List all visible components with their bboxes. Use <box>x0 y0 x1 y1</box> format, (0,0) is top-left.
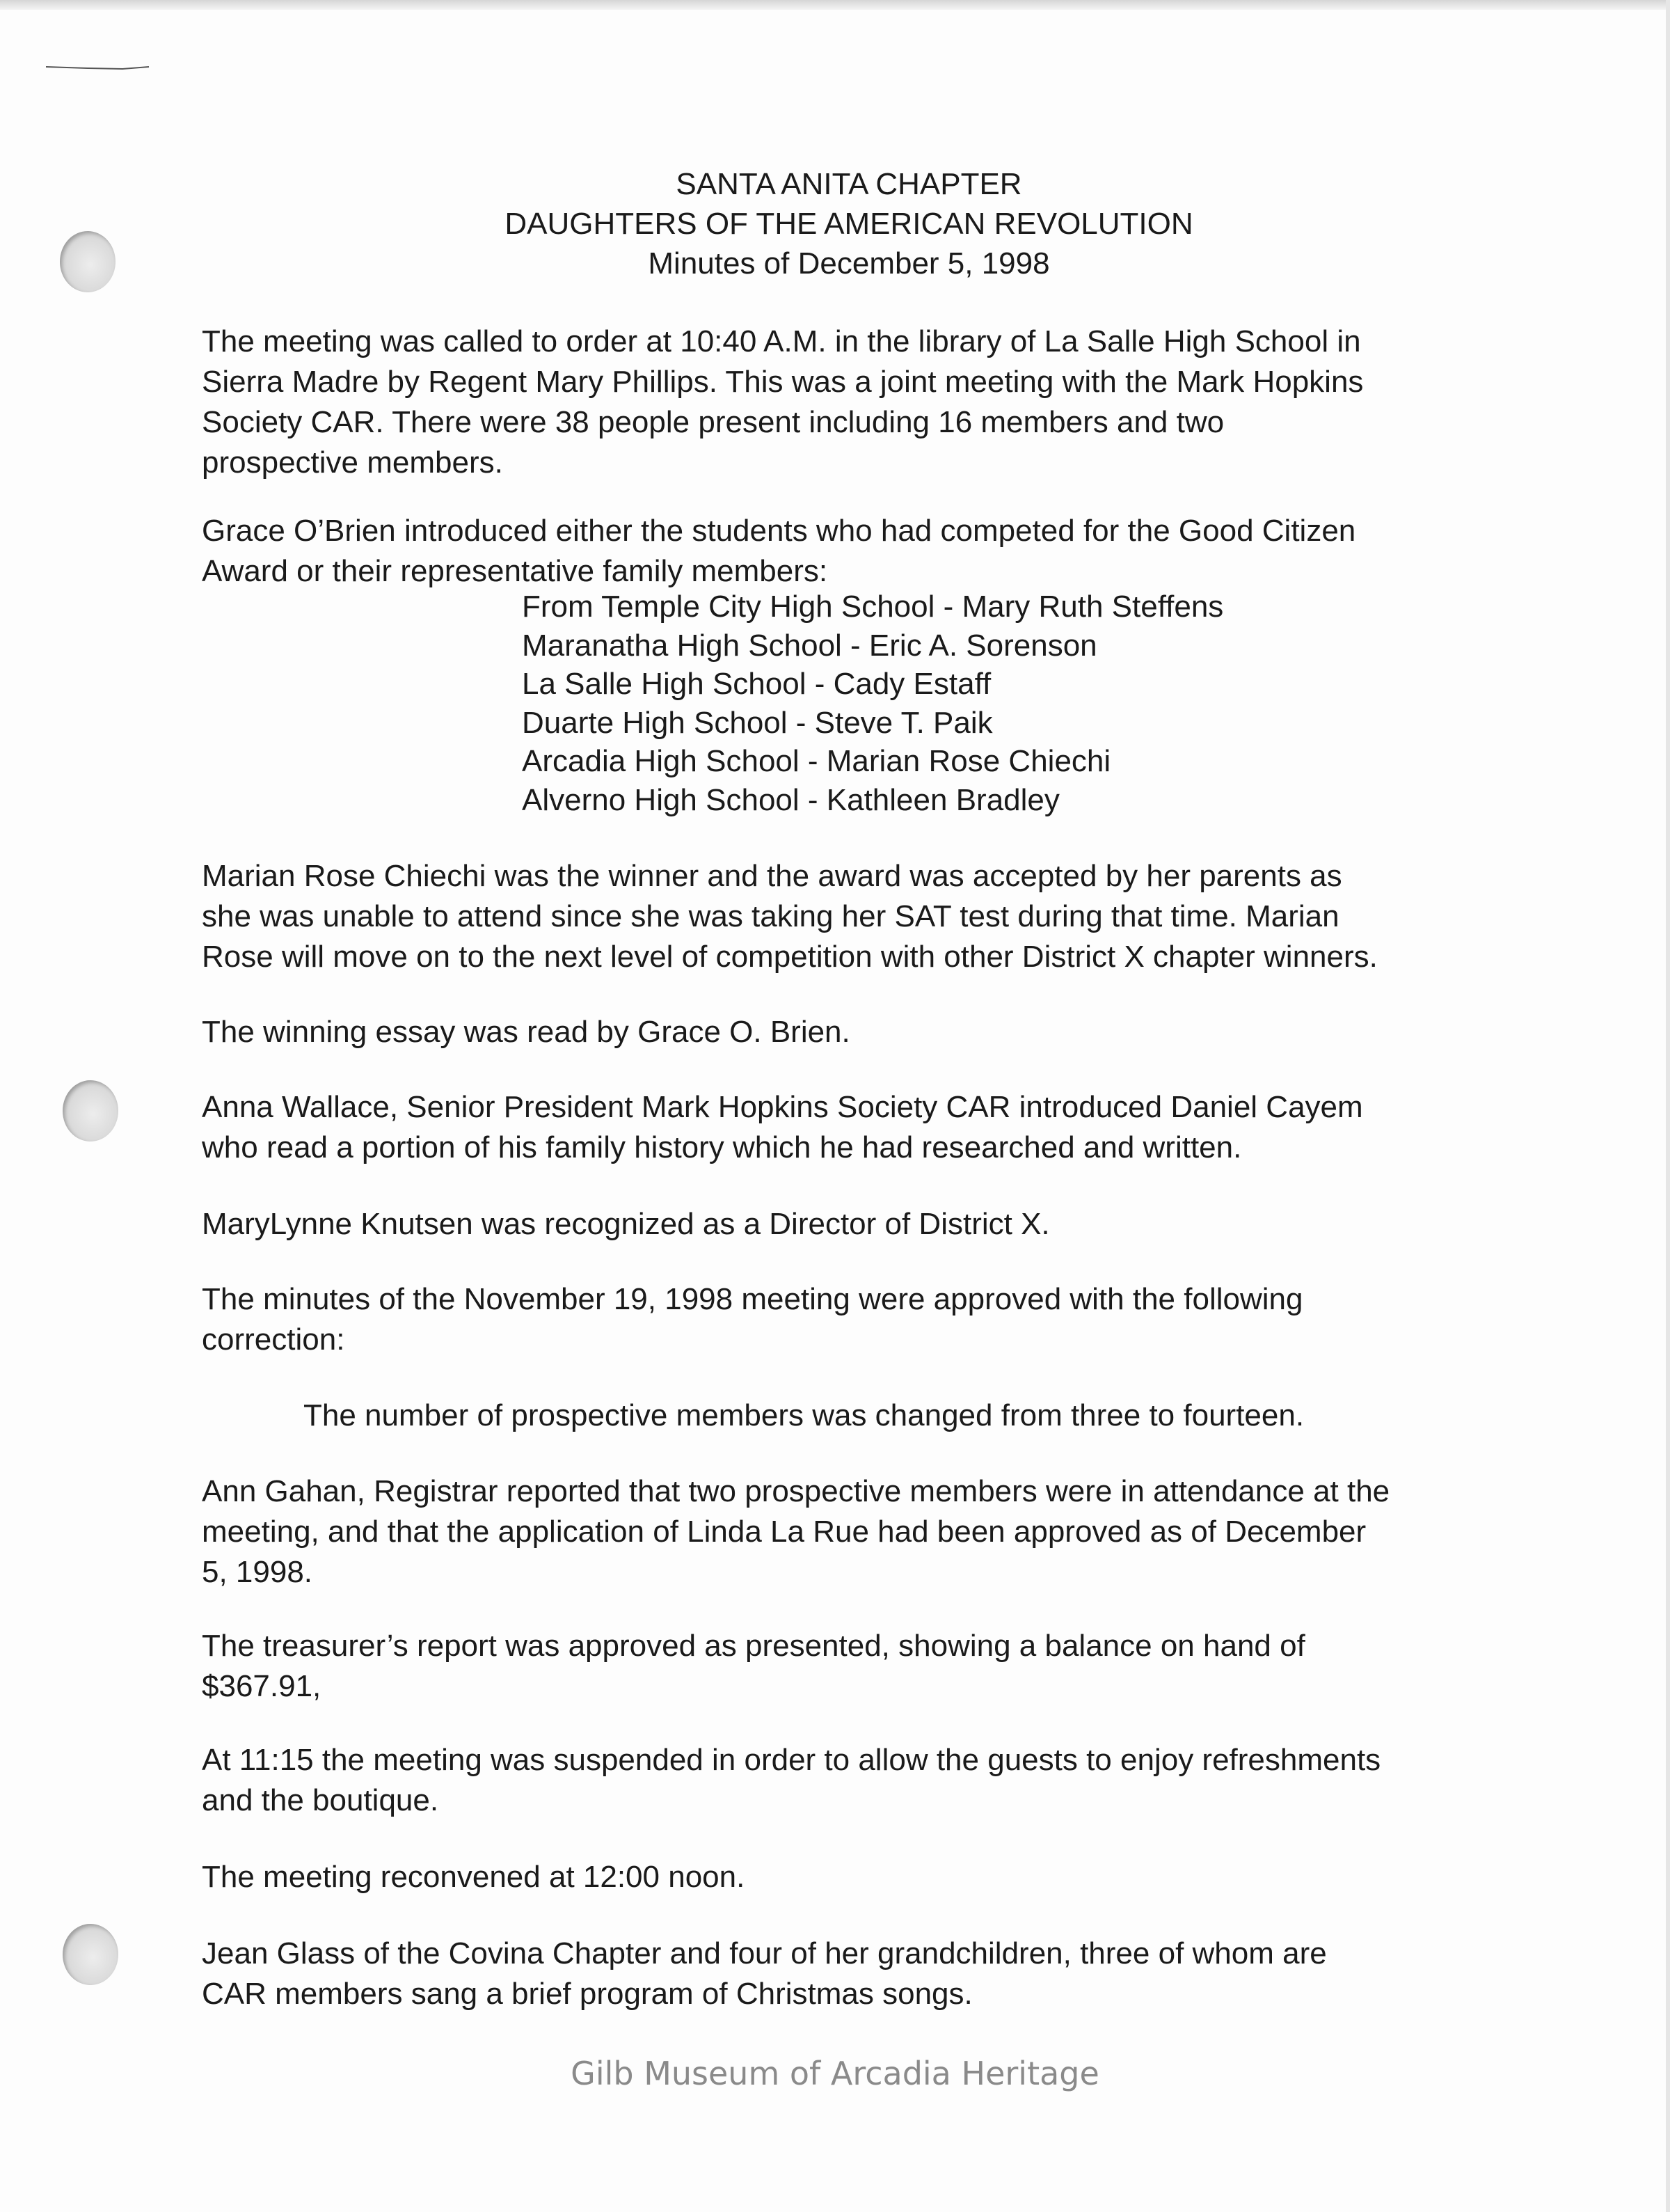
punch-hole-bottom <box>63 1924 118 1985</box>
paragraph-treasurer: The treasurer’s report was approved as presented, showing a balance on hand of $367.91, <box>202 1629 1305 1703</box>
organization-name: DAUGHTERS OF THE AMERICAN REVOLUTION <box>504 207 1193 241</box>
museum-watermark: Gilb Museum of Arcadia Heritage <box>571 2055 1099 2092</box>
list-item: Arcadia High School - Marian Rose Chiechi <box>522 744 1111 778</box>
scan-edge-right <box>1666 0 1670 2212</box>
scan-mark <box>46 65 150 71</box>
list-item: Maranatha High School - Eric A. Sorenson <box>522 628 1097 663</box>
paragraph-essay: The winning essay was read by Grace O. Brien. <box>202 1015 850 1049</box>
school-list <box>522 587 1223 819</box>
minutes-date: Minutes of December 5, 1998 <box>648 246 1050 281</box>
scan-edge-top <box>0 0 1670 10</box>
paragraph-winner: Marian Rose Chiechi was the winner and the award was accepted by her parents as she was unable to attend since she was taking her SAT test during that time. Marian Rose will move on to the next level of competition with other District X chapter winners. <box>202 859 1378 974</box>
list-item: Alverno High School - Kathleen Bradley <box>522 782 1060 817</box>
paragraph-songs: Jean Glass of the Covina Chapter and four of her grandchildren, three of whom are CAR members sang a brief program of Christmas songs. <box>202 1936 1327 2011</box>
chapter-name: SANTA ANITA CHAPTER <box>676 167 1022 201</box>
list-item: La Salle High School - Cady Estaff <box>522 667 992 701</box>
paragraph-suspended: At 11:15 the meeting was suspended in order to allow the guests to enjoy refreshments and the boutique. <box>202 1743 1381 1817</box>
paragraph-director: MaryLynne Knutsen was recognized as a Director of District X. <box>202 1207 1050 1241</box>
paragraph-car-intro: Anna Wallace, Senior President Mark Hopkins Society CAR introduced Daniel Cayem who read a portion of his family history which he had researched and written. <box>202 1090 1363 1164</box>
document-header <box>0 164 1670 283</box>
paragraph-reconvened: The meeting reconvened at 12:00 noon. <box>202 1860 745 1894</box>
list-item: Duarte High School - Steve T. Paik <box>522 705 993 740</box>
paragraph-minutes-approval: The minutes of the November 19, 1998 meeting were approved with the following correction: <box>202 1282 1303 1357</box>
paragraph-correction: The number of prospective members was changed from three to fourteen. <box>303 1398 1305 1432</box>
paragraph-good-citizen-intro: Grace O’Brien introduced either the students who had competed for the Good Citizen Award or their representative family members: <box>202 514 1356 588</box>
list-item: From Temple City High School - Mary Ruth Steffens <box>522 590 1224 624</box>
paragraph-registrar: Ann Gahan, Registrar reported that two prospective members were in attendance at the meeting, and that the application of Linda La Rue had been approved as of December 5, 1998. <box>202 1474 1390 1589</box>
paragraph-call-to-order: The meeting was called to order at 10:40 A.M. in the library of La Salle High School in Sierra Madre by Regent Mary Phillips. This was a joint meeting with the Mark Hopkins Society CAR. There were 38 people present including 16 members and two prospective members. <box>202 324 1364 480</box>
punch-hole-middle <box>63 1080 118 1141</box>
